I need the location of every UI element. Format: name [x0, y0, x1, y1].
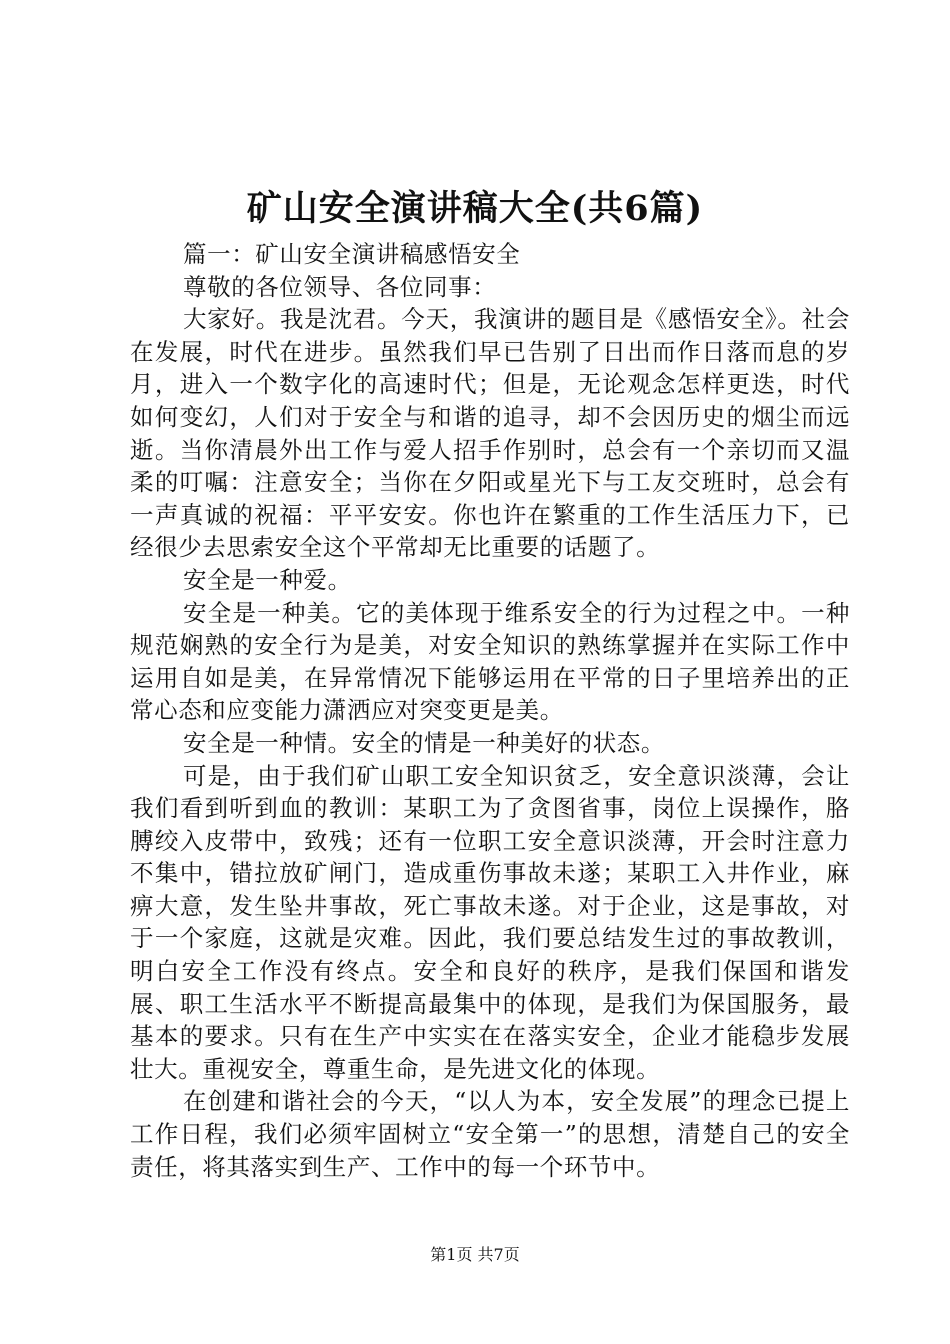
page-number-footer: 第1页 共7页 [430, 1245, 520, 1264]
body-paragraph: 在创建和谐社会的今天，“以人为本，安全发展”的理念已提上工作日程，我们必须牢固树立“安全第一”的思想，清楚自己的安全责任，将其落实到生产、工作中的每一个环节中。 [130, 1087, 850, 1181]
body-paragraph: 安全是一种爱。 [183, 565, 352, 594]
body-paragraph: 安全是一种美。它的美体现于维系安全的行为过程之中。一种规范娴熟的安全行为是美，对安全知识的熟练掌握并在实际工作中运用自如是美，在异常情况下能够运用在平常的日子里培养出的正常心态和应变能力潇洒应对突变更是美。 [130, 598, 850, 725]
document-body [130, 238, 850, 1183]
section-heading: 篇一：矿山安全演讲稿感悟安全 [183, 240, 521, 268]
body-paragraph: 可是，由于我们矿山职工安全知识贫乏，安全意识淡薄，会让我们看到听到血的教训：某职工为了贪图省事，岗位上误操作，胳膊绞入皮带中，致残；还有一位职工安全意识淡薄，开会时注意力不集中，错拉放矿闸门，造成重伤事故未遂；某职工入井作业，麻痹大意，发生坠井事故，死亡事故未遂。对于企业，这是事故，对于一个家庭，这就是灾难。因此，我们要总结发生过的事故教训，明白安全工作没有终点。安全和良好的秩序，是我们保国和谐发展、职工生活水平不断提高最集中的体现，是我们为保国服务，最基本的要求。只有在生产中实实在在落实安全，企业才能稳步发展壮大。重视安全，尊重生命，是先进文化的体现。 [130, 761, 850, 1083]
body-paragraph: 大家好。我是沈君。今天，我演讲的题目是《感悟安全》。社会在发展，时代在进步。虽然我们早已告别了日出而作日落而息的岁月，进入一个数字化的高速时代；但是，无论观念怎样更迭，时代如何变幻，人们对于安全与和谐的追寻，却不会因历史的烟尘而远逝。当你清晨外出工作与爱人招手作别时，总会有一个亲切而又温柔的叮嘱：注意安全；当你在夕阳或星光下与工友交班时，总会有一声真诚的祝福：平平安安。你也许在繁重的工作生活压力下，已经很少去思索安全这个平常却无比重要的话题了。 [130, 305, 850, 562]
salutation: 尊敬的各位领导、各位同事： [183, 272, 497, 301]
document-title: 矿山安全演讲稿大全(共6篇) [246, 188, 704, 229]
body-paragraph: 安全是一种情。安全的情是一种美好的状态。 [183, 728, 665, 757]
